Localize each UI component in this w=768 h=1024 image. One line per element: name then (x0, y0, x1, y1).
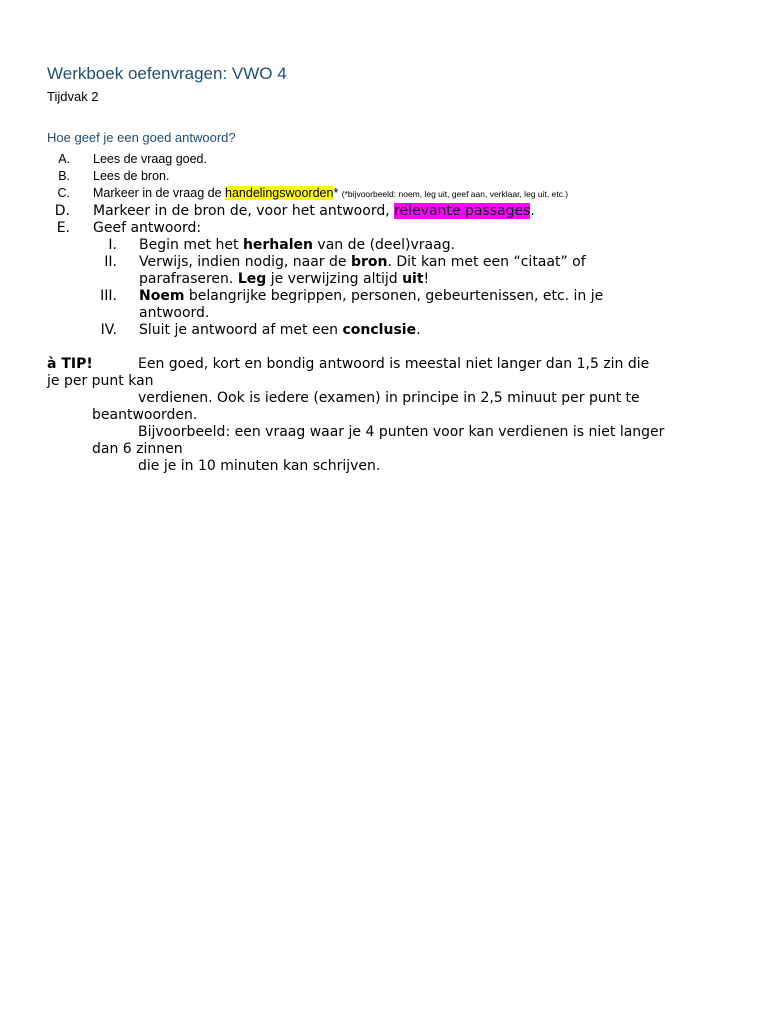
text-run: je verwijzing altijd (266, 271, 403, 287)
list-item-a (35, 152, 207, 166)
sublist-marker: IV. (100, 322, 117, 338)
tip-line-2: je per punt kan (47, 373, 154, 389)
text-run: . (416, 322, 421, 338)
list-item-text (93, 203, 535, 219)
sublist-item-iii (47, 288, 604, 321)
footnote-note: (*bijvoorbeeld: noem, leg uit, geef aan, verklaar, leg uit, etc.) (341, 189, 569, 199)
text-run: van de (deel)vraag. (312, 237, 456, 253)
sublist-marker: II. (104, 254, 117, 270)
list-item-text: Lees de vraag goed. (93, 152, 207, 166)
section-heading: Hoe geef je een goed antwoord? (47, 130, 236, 145)
sublist-item-text-line1 (139, 254, 586, 270)
list-marker: E. (56, 220, 70, 236)
text-run: . Dit kan met een “citaat” of (387, 254, 586, 270)
highlight-yellow: handelingswoorden (225, 186, 334, 200)
document-subtitle: Tijdvak 2 (47, 89, 99, 104)
text-run: Markeer in de vraag de (93, 186, 226, 200)
bold-term: conclusie (342, 322, 417, 338)
sublist-item-text-line2 (139, 271, 429, 287)
tip-line-4: beantwoorden. (92, 407, 198, 423)
text-run: ! (423, 271, 430, 287)
list-item-d (35, 203, 535, 219)
sublist-item-i (47, 237, 456, 253)
asterisk: * (333, 186, 339, 200)
sublist-item-iv (47, 322, 421, 338)
sublist-item-text-line2: antwoord. (139, 305, 210, 321)
tip-line-6: dan 6 zinnen (92, 441, 183, 457)
text-run: Markeer in de bron de, voor het antwoord, (93, 203, 395, 219)
list-marker: B. (58, 169, 70, 183)
text-run: belangrijke begrippen, personen, gebeurtenissen, etc. in je (184, 288, 604, 304)
tip-line-1: Een goed, kort en bondig antwoord is meestal niet langer dan 1,5 zin die (138, 356, 650, 372)
text-run: parafraseren. (139, 271, 238, 287)
tip-label: à TIP! (47, 356, 93, 372)
bold-term: bron (350, 254, 388, 270)
sublist-item-text (139, 322, 421, 338)
text-run: Verwijs, indien nodig, naar de (139, 254, 351, 270)
sublist-item-text-line1 (139, 288, 603, 304)
list-item-b (35, 169, 170, 183)
list-item-text: Geef antwoord: (93, 220, 202, 236)
list-marker: D. (54, 203, 70, 219)
tip-line-7: die je in 10 minuten kan schrijven. (138, 458, 381, 474)
text-run: Sluit je antwoord af met een (139, 322, 343, 338)
text-run: . (530, 203, 535, 219)
text-run: Begin met het (139, 237, 243, 253)
sublist-item-ii (47, 254, 586, 287)
tip-line-3: verdienen. Ook is iedere (examen) in principe in 2,5 minuut per punt te (138, 390, 640, 406)
sublist-marker: I. (108, 237, 117, 253)
list-item-c (35, 186, 569, 200)
sublist-item-text (139, 237, 455, 253)
list-marker: C. (57, 186, 70, 200)
list-item-text (93, 186, 568, 200)
bold-term: uit (402, 271, 424, 287)
bold-term: Noem (139, 288, 185, 304)
bold-term: Leg (237, 271, 267, 287)
list-marker: A. (58, 152, 70, 166)
bold-term: herhalen (242, 237, 313, 253)
list-item-text: Lees de bron. (93, 169, 170, 183)
tip-line-5: Bijvoorbeeld: een vraag waar je 4 punten voor kan verdienen is niet langer (138, 424, 665, 440)
document-title: Werkboek oefenvragen: VWO 4 (47, 64, 287, 83)
sublist-marker: III. (100, 288, 117, 304)
highlight-magenta: relevante passages (394, 203, 531, 219)
list-item-e (35, 220, 202, 236)
